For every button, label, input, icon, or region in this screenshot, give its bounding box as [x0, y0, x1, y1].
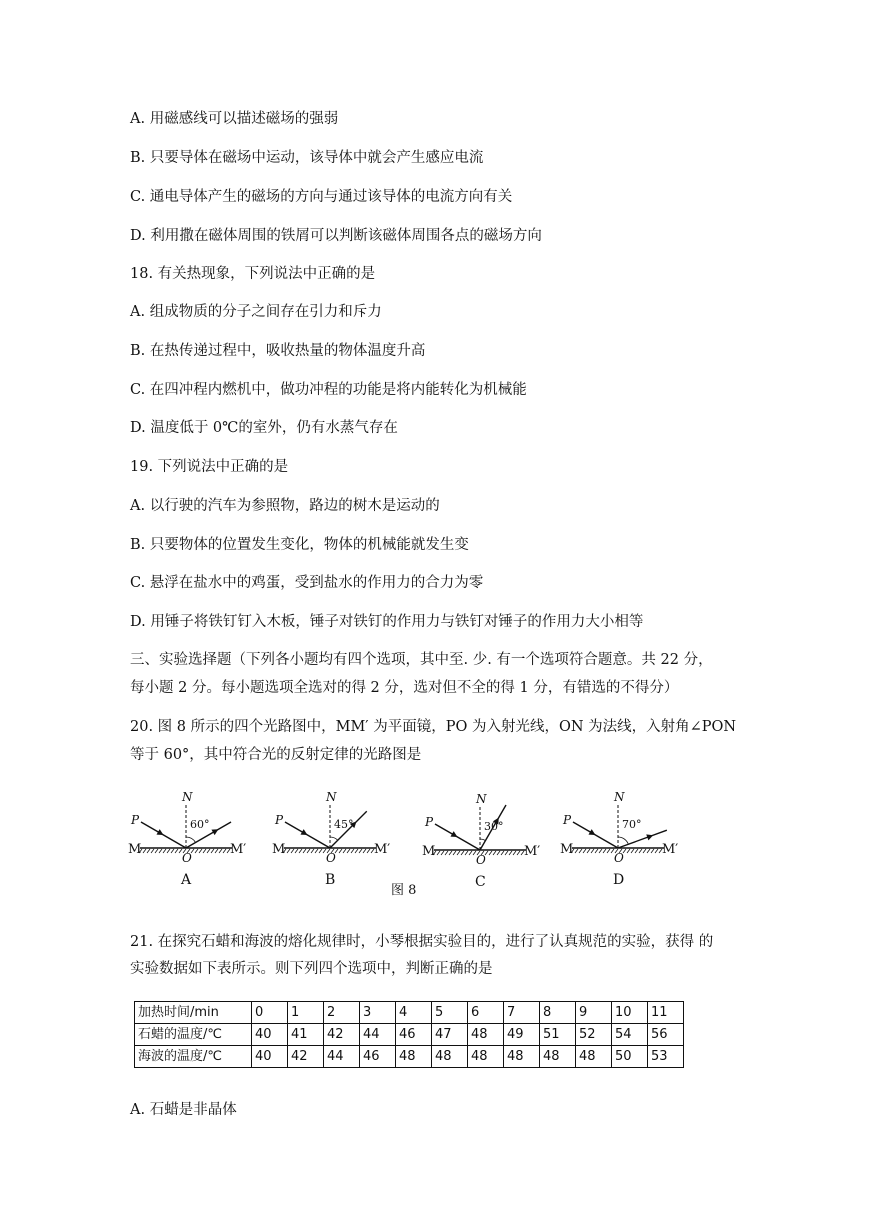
- label-o: O: [476, 853, 486, 867]
- hypo-temp-cell: 48: [396, 1046, 432, 1068]
- table-row-hypo: [135, 1046, 684, 1068]
- time-cell: 7: [504, 1002, 540, 1024]
- time-cell: 0: [252, 1002, 288, 1024]
- mirror-hatch: [513, 851, 516, 855]
- label-o: O: [326, 851, 336, 865]
- mirror-hatch: [583, 849, 586, 853]
- angle-label: 45°: [334, 818, 354, 831]
- label-o: O: [614, 851, 624, 865]
- optics-diagrams: [128, 790, 748, 900]
- mirror-hatch: [359, 849, 362, 853]
- label-n: N: [326, 790, 337, 804]
- time-cell: 11: [648, 1002, 684, 1024]
- time-cell: 6: [468, 1002, 504, 1024]
- mirror-hatch: [215, 849, 218, 853]
- label-p: P: [562, 813, 572, 827]
- question-20-stem-line-1: 20. 图 8 所示的四个光路图中，MM′ 为平面镜，PO 为入射光线，ON 为法线，入射角∠PON: [130, 719, 737, 735]
- hypo-temp-cell: 50: [612, 1046, 648, 1068]
- mirror-hatch: [167, 849, 170, 853]
- mirror-hatch: [449, 851, 452, 855]
- question-21-stem-line-1: 21. 在探究石蜡和海波的熔化规律时，小琴根据实验目的，进行了认真规范的实验，获得 的: [130, 934, 714, 950]
- mirror-hatch: [307, 849, 310, 853]
- time-cell: 3: [360, 1002, 396, 1024]
- angle-arc: [480, 839, 486, 840]
- label-m: M: [560, 842, 574, 857]
- mirror-hatch: [151, 849, 154, 853]
- mirror-hatch: [203, 849, 206, 853]
- question-21-option-a: A. 石蜡是非晶体: [130, 1102, 237, 1118]
- mirror-hatch: [603, 849, 606, 853]
- label-m-prime: M′: [230, 842, 247, 857]
- paraffin-temp-cell: 51: [540, 1024, 576, 1046]
- mirror-hatch: [343, 849, 346, 853]
- angle-label: 70°: [622, 818, 642, 831]
- mirror-hatch: [655, 849, 658, 853]
- melting-data-table: [134, 1001, 684, 1068]
- question-20-stem-line-2: 等于 60°，其中符合光的反射定律的光路图是: [130, 747, 422, 763]
- mirror-hatch: [299, 849, 302, 853]
- mirror-hatch: [587, 849, 590, 853]
- question-19-stem: 19. 下列说法中正确的是: [130, 459, 289, 475]
- label-n: N: [614, 790, 625, 804]
- time-cell: 1: [288, 1002, 324, 1024]
- mirror-hatch: [651, 849, 654, 853]
- mirror-hatch: [155, 849, 158, 853]
- label-m-prime: M′: [662, 842, 679, 857]
- mirror-hatch: [207, 849, 210, 853]
- angle-arc: [618, 837, 628, 844]
- time-cell: 8: [540, 1002, 576, 1024]
- question-17-option-d: D. 利用撒在磁体周围的铁屑可以判断该磁体周围各点的磁场方向: [130, 228, 542, 244]
- mirror-hatch: [453, 851, 456, 855]
- mirror-hatch: [437, 851, 440, 855]
- paraffin-row-label: 石蜡的温度/℃: [135, 1024, 252, 1046]
- mirror-hatch: [211, 849, 214, 853]
- mirror-hatch: [497, 851, 500, 855]
- mirror-hatch: [493, 851, 496, 855]
- mirror-hatch: [469, 851, 472, 855]
- mirror-hatch: [461, 851, 464, 855]
- diagram-letter: D: [613, 872, 625, 888]
- hypo-row-label: 海波的温度/℃: [135, 1046, 252, 1068]
- hypo-temp-cell: 53: [648, 1046, 684, 1068]
- mirror-hatch: [575, 849, 578, 853]
- mirror-hatch: [339, 849, 342, 853]
- question-18-option-d: D. 温度低于 0℃的室外，仍有水蒸气存在: [130, 420, 398, 436]
- paraffin-temp-cell: 42: [324, 1024, 360, 1046]
- diagram-letter: C: [475, 874, 486, 890]
- label-m-prime: M′: [374, 842, 391, 857]
- question-18-option-b: B. 在热传递过程中，吸收热量的物体温度升高: [130, 343, 426, 359]
- mirror-hatch: [163, 849, 166, 853]
- section-3-heading-line-2: 每小题 2 分。每小题选项全选对的得 2 分，选对但不全的得 1 分，有错选的不得分）: [130, 680, 679, 696]
- question-17-option-c: C. 通电导体产生的磁场的方向与通过该导体的电流方向有关: [130, 189, 513, 205]
- mirror-hatch: [465, 851, 468, 855]
- mirror-hatch: [647, 849, 650, 853]
- mirror-hatch: [315, 849, 318, 853]
- hypo-temp-cell: 48: [540, 1046, 576, 1068]
- label-p: P: [274, 813, 284, 827]
- question-17-option-b: B. 只要导体在磁场中运动，该导体中就会产生感应电流: [130, 150, 484, 166]
- question-18-option-c: C. 在四冲程内燃机中，做功冲程的功能是将内能转化为机械能: [130, 382, 527, 398]
- mirror-hatch: [501, 851, 504, 855]
- mirror-hatch: [223, 849, 226, 853]
- time-cell: 2: [324, 1002, 360, 1024]
- diagram-letter: B: [325, 872, 336, 888]
- label-m: M: [128, 842, 142, 857]
- figure-caption: 图 8: [391, 883, 417, 898]
- mirror-hatch: [441, 851, 444, 855]
- question-21-stem-line-2: 实验数据如下表所示。则下列四个选项中，判断正确的是: [130, 961, 493, 977]
- label-n: N: [182, 790, 193, 804]
- hypo-temp-cell: 40: [252, 1046, 288, 1068]
- mirror-hatch: [607, 849, 610, 853]
- mirror-hatch: [143, 849, 146, 853]
- paraffin-temp-cell: 48: [468, 1024, 504, 1046]
- mirror-hatch: [195, 849, 198, 853]
- paraffin-temp-cell: 47: [432, 1024, 468, 1046]
- label-m-prime: M′: [524, 844, 541, 859]
- mirror-hatch: [595, 849, 598, 853]
- hypo-temp-cell: 48: [504, 1046, 540, 1068]
- incident-ray: [141, 822, 186, 848]
- label-m: M: [422, 844, 436, 859]
- paraffin-temp-cell: 46: [396, 1024, 432, 1046]
- mirror-hatch: [635, 849, 638, 853]
- table-row-time: [135, 1002, 684, 1024]
- mirror-hatch: [347, 849, 350, 853]
- question-17-option-a: A. 用磁感线可以描述磁场的强弱: [130, 111, 339, 127]
- angle-label: 60°: [190, 818, 210, 831]
- label-m: M: [272, 842, 286, 857]
- question-19-option-a: A. 以行驶的汽车为参照物，路边的树木是运动的: [130, 498, 440, 514]
- mirror-hatch: [319, 849, 322, 853]
- section-3-heading-line-1: 三、实验选择题（下列各小题均有四个选项，其中至. 少. 有一个选项符合题意。共 22 分，: [130, 652, 713, 668]
- paraffin-temp-cell: 49: [504, 1024, 540, 1046]
- mirror-hatch: [291, 849, 294, 853]
- mirror-hatch: [591, 849, 594, 853]
- mirror-hatch: [303, 849, 306, 853]
- mirror-hatch: [489, 851, 492, 855]
- paraffin-temp-cell: 44: [360, 1024, 396, 1046]
- mirror-hatch: [517, 851, 520, 855]
- hypo-temp-cell: 48: [468, 1046, 504, 1068]
- hypo-temp-cell: 44: [324, 1046, 360, 1068]
- question-19-option-d: D. 用锤子将铁钉钉入木板，锤子对铁钉的作用力与铁钉对锤子的作用力大小相等: [130, 614, 644, 630]
- mirror-hatch: [311, 849, 314, 853]
- mirror-hatch: [445, 851, 448, 855]
- diagram-letter: A: [181, 872, 192, 888]
- paraffin-temp-cell: 54: [612, 1024, 648, 1046]
- figure-8: [128, 790, 748, 900]
- mirror-hatch: [599, 849, 602, 853]
- mirror-hatch: [159, 849, 162, 853]
- mirror-hatch: [175, 849, 178, 853]
- mirror-hatch: [351, 849, 354, 853]
- mirror-hatch: [579, 849, 582, 853]
- table-header-label: 加热时间/min: [135, 1002, 252, 1024]
- time-cell: 5: [432, 1002, 468, 1024]
- paraffin-temp-cell: 40: [252, 1024, 288, 1046]
- mirror-hatch: [295, 849, 298, 853]
- time-cell: 4: [396, 1002, 432, 1024]
- angle-arc: [186, 837, 196, 843]
- question-18-stem: 18. 有关热现象，下列说法中正确的是: [130, 266, 376, 282]
- question-18-option-a: A. 组成物质的分子之间存在引力和斥力: [130, 304, 382, 320]
- angle-label: 30°: [484, 820, 504, 833]
- question-19-option-b: B. 只要物体的位置发生变化，物体的机械能就发生变: [130, 537, 469, 553]
- mirror-hatch: [287, 849, 290, 853]
- mirror-hatch: [199, 849, 202, 853]
- mirror-hatch: [367, 849, 370, 853]
- time-cell: 9: [576, 1002, 612, 1024]
- hypo-temp-cell: 46: [360, 1046, 396, 1068]
- mirror-hatch: [505, 851, 508, 855]
- hypo-temp-cell: 48: [576, 1046, 612, 1068]
- mirror-hatch: [643, 849, 646, 853]
- paraffin-temp-cell: 41: [288, 1024, 324, 1046]
- label-p: P: [424, 815, 434, 829]
- question-19-option-c: C. 悬浮在盐水中的鸡蛋，受到盐水的作用力的合力为零: [130, 575, 484, 591]
- hypo-temp-cell: 42: [288, 1046, 324, 1068]
- mirror-hatch: [147, 849, 150, 853]
- mirror-hatch: [355, 849, 358, 853]
- mirror-hatch: [457, 851, 460, 855]
- time-cell: 10: [612, 1002, 648, 1024]
- label-p: P: [130, 813, 140, 827]
- paraffin-temp-cell: 56: [648, 1024, 684, 1046]
- table-row-paraffin: [135, 1024, 684, 1046]
- mirror-hatch: [171, 849, 174, 853]
- mirror-hatch: [631, 849, 634, 853]
- mirror-hatch: [363, 849, 366, 853]
- angle-arc: [330, 837, 338, 840]
- paraffin-temp-cell: 52: [576, 1024, 612, 1046]
- mirror-hatch: [219, 849, 222, 853]
- label-o: O: [182, 851, 192, 865]
- mirror-hatch: [509, 851, 512, 855]
- hypo-temp-cell: 48: [432, 1046, 468, 1068]
- mirror-hatch: [627, 849, 630, 853]
- label-n: N: [476, 792, 487, 806]
- mirror-hatch: [639, 849, 642, 853]
